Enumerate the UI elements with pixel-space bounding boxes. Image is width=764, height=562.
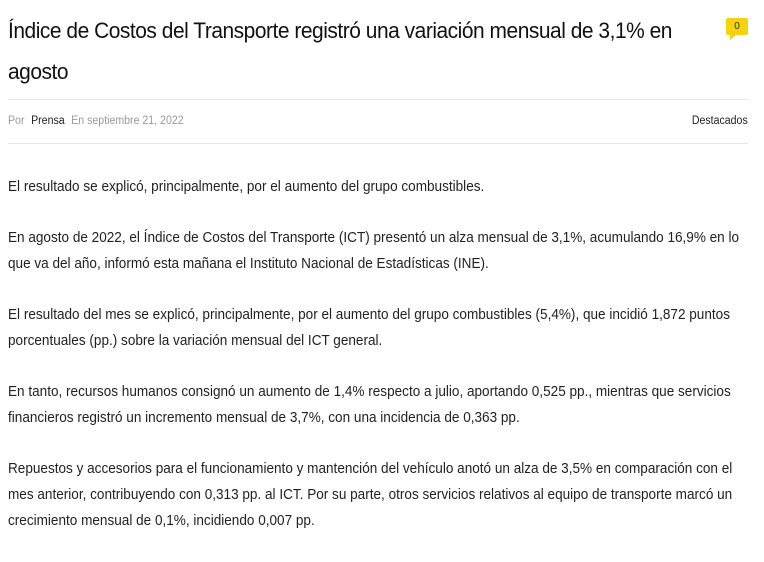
meta-byline [8, 100, 184, 143]
article-title: Índice de Costos del Transporte registró una variación mensual de 3,1% en agosto [8, 18, 672, 84]
paragraph: Repuestos y accesorios para el funcionamiento y mantención del vehículo anotó un alza de 3,5% en comparación con el mes anterior, contribuyendo con 0,313 pp. al ICT. Por su parte, otros servicios relativos al equipo de transporte marcó un crecimiento mensual de 0,1%, incidiendo 0,007 pp. [8, 461, 733, 529]
paragraph: El resultado se explicó, principalmente, por el aumento del grupo combustibles. [8, 179, 485, 195]
meta-by-label: Por [8, 115, 25, 127]
paragraph: El resultado del mes se explicó, principalmente, por el aumento del grupo combustibles (5,4%), que incidió 1,872 puntos porcentuales (pp.) sobre la variación mensual del ICT general. [8, 307, 730, 349]
paragraph: En tanto, recursos humanos consignó un aumento de 1,4% respecto a julio, aportando 0,525 pp., mientras que servicios financieros registró un incremento mensual de 3,7%, con una incidencia de 0,363 pp. [8, 384, 731, 426]
article-header [8, 0, 748, 99]
author-link[interactable]: Prensa [31, 115, 65, 127]
comments-count-badge[interactable]: 0 [726, 18, 748, 35]
category-link[interactable]: Destacados [692, 115, 748, 127]
paragraph: En agosto de 2022, el Índice de Costos del Transporte (ICT) presentó un alza mensual de 3,1%, acumulando 16,9% en lo que va del año, informó esta mañana el Instituto Nacional de Estadísticas (INE). [8, 230, 740, 272]
article-body [8, 144, 748, 534]
article-meta [8, 100, 748, 143]
publish-date: En septiembre 21, 2022 [71, 115, 184, 127]
